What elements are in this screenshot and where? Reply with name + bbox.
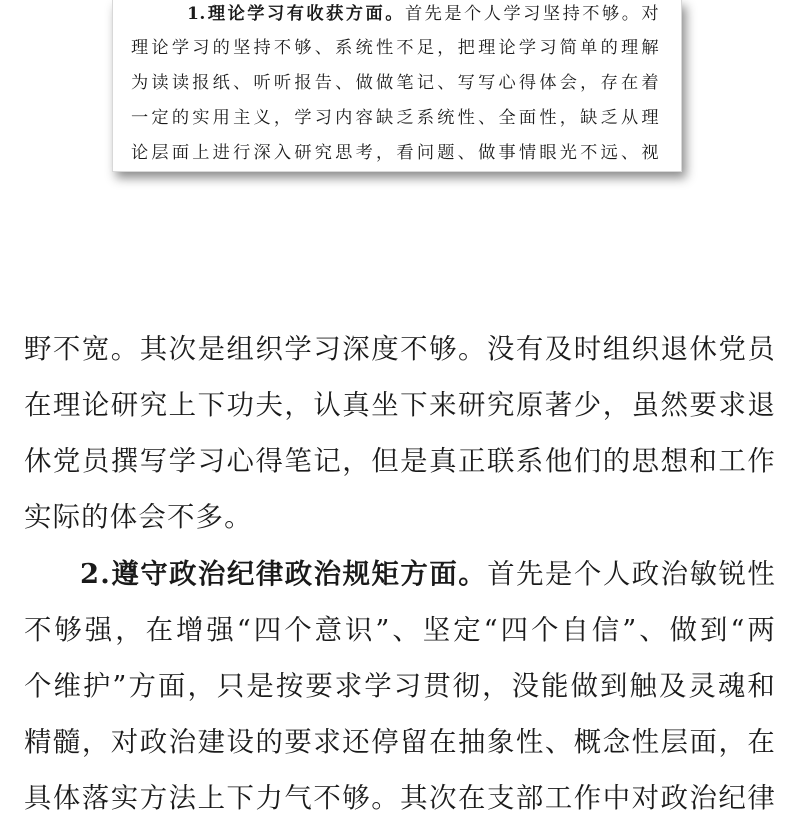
- paragraph1-line-3: 休党员撰写学习心得笔记，但是真正联系他们的思想和工作: [24, 446, 776, 477]
- paragraph1-line-2: 在理论研究上下功夫，认真坐下来研究原著少，虽然要求退: [24, 390, 776, 421]
- paragraph2-line-1: [0, 554, 800, 595]
- paragraph1-line-1: 野不宽。其次是组织学习深度不够。没有及时组织退休党员: [24, 334, 776, 365]
- preview-line-1-text: 首先是个人学习坚持不够。对: [404, 4, 660, 24]
- paragraph1-line-4: 实际的体会不多。: [24, 502, 253, 533]
- paragraph2-line-1-text: 首先是个人政治敏锐性: [487, 559, 776, 590]
- preview-line-4: 一定的实用主义，学习内容缺乏系统性、全面性，缺乏从理: [131, 108, 659, 128]
- preview-line-3: 为读读报纸、听听报告、做做笔记、写写心得体会，存在着: [131, 73, 659, 93]
- paragraph2-line-2: 不够强，在增强“四个意识”、坚定“四个自信”、做到“两: [24, 615, 776, 646]
- preview-line-2: 理论学习的坚持不够、系统性不足，把理论学习简单的理解: [131, 38, 659, 58]
- preview-heading: 1.理论学习有收获方面。: [187, 4, 405, 24]
- preview-line-5: 论层面上进行深入研究思考，看问题、做事情眼光不远、视: [131, 143, 659, 163]
- preview-card: [112, 0, 682, 172]
- paragraph2-line-4: 精髓，对政治建设的要求还停留在抽象性、概念性层面，在: [24, 727, 776, 758]
- paragraph2-line-3: 个维护”方面，只是按要求学习贯彻，没能做到触及灵魂和: [24, 671, 776, 702]
- paragraph2-line-5: 具体落实方法上下力气不够。其次在支部工作中对政治纪律: [24, 783, 776, 814]
- preview-line-1: [113, 4, 682, 24]
- section-heading-2: 2.遵守政治纪律政治规矩方面。: [80, 558, 488, 590]
